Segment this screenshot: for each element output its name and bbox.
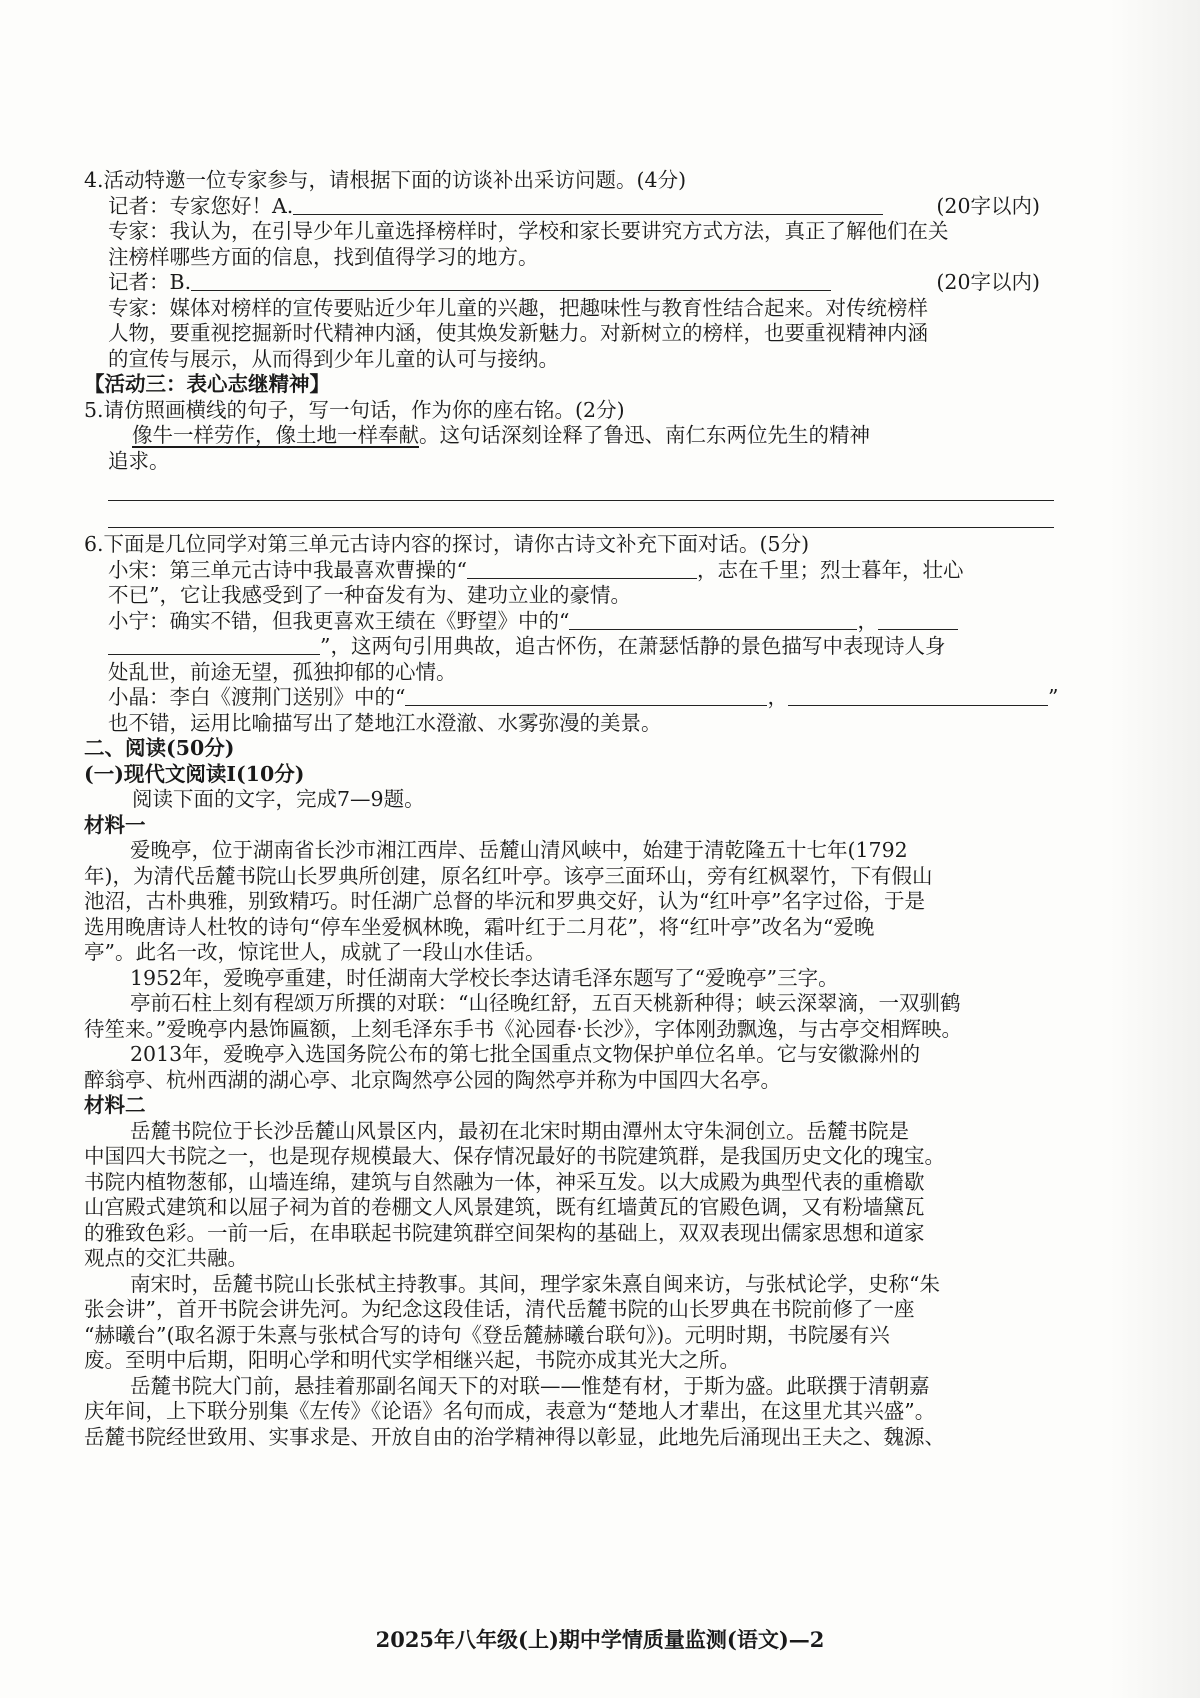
material1-p4-line: 醉翁亭、杭州西湖的湖心亭、北京陶然亭公园的陶然亭并称为中国四大名亭。 <box>84 1067 781 1092</box>
q6-ning-text-b: ”，这两句引用典故，追古怀伤，在萧瑟恬静的景色描写中表现诗人身 <box>320 634 946 658</box>
material1-p1-line: 爱晚亭，位于湖南省长沙市湘江西岸、岳麓山清风峡中，始建于清乾隆五十七年(1792 <box>130 838 908 862</box>
q4-b-prefix: 记者：B. <box>108 270 192 294</box>
material1-p1-line: 选用晚唐诗人杜牧的诗句“停车坐爱枫林晚，霜叶红于二月花”，将“红叶亭”改名为“爱晚 <box>84 914 875 939</box>
q5-underlined-sentence: 像牛一样劳作，像土地一样奉献 <box>132 423 419 447</box>
material2-p1-line: 山宫殿式建筑和以屈子祠为首的卷棚文人风景建筑，既有红墙黄瓦的官殿色调，又有粉墙黛瓦 <box>84 1195 925 1219</box>
q4-expert1-line2: 注榜样哪些方面的信息，找到值得学习的地方。 <box>108 244 539 269</box>
material2-p3-line: 岳麓书院大门前，悬挂着那副名闻天下的对联——惟楚有材，于斯为盛。此联撰于清朝嘉 <box>130 1373 930 1398</box>
material2-p1-line: 岳麓书院位于长沙岳麓山风景区内，最初在北宋时期由潭州太守朱洞创立。岳麓书院是 <box>130 1118 909 1143</box>
material1-p1-line: 年)，为清代岳麓书院山长罗典所创建，原名红叶亭。该亭三面环山，旁有红枫翠竹，下有假山 <box>84 863 933 888</box>
material2-p1-line: 中国四大书院之一，也是现存规模最大、保存情况最好的书院建筑群，是我国历史文化的瑰宝。 <box>84 1144 945 1168</box>
q5-line2: 追求。 <box>108 448 170 473</box>
material2-p1-line: 观点的交汇共融。 <box>84 1246 248 1270</box>
q6-jing-close-quote: ” <box>1047 685 1059 709</box>
q4-expert2-line1: 专家：媒体对榜样的宣传要贴近少年儿童的兴趣，把趣味性与教育性结合起来。对传统榜样 <box>108 295 928 320</box>
q4-expert2-line2: 人物，要重视挖掘新时代精神内涵，使其焕发新魅力。对新树立的榜样，也要重视精神内涵 <box>108 321 928 345</box>
material1-p2-line: 1952年，爱晚亭重建，时任湖南大学校长李达请毛泽东题写了“爱晚亭”三字。 <box>130 965 839 990</box>
q6-jing-blank-2[interactable] <box>788 687 1048 706</box>
q6-jing-blank-1[interactable] <box>405 687 767 706</box>
paper-edge-shadow <box>1110 0 1200 1698</box>
page-footer: 2025年八年级(上)期中学情质量监测(语文)—2 <box>375 1627 825 1652</box>
q4-a-limit: (20字以内) <box>936 193 1040 218</box>
section2-1-heading: (一)现代文阅读Ⅰ(10分) <box>84 761 305 786</box>
activity3-heading: 【活动三：表心志继精神】 <box>84 372 330 396</box>
q6-ning-text-a: 小宁：确实不错，但我更喜欢王绩在《野望》中的“ <box>108 608 570 633</box>
q4-a-answer-blank[interactable] <box>293 196 883 215</box>
q4-expert1-line1: 专家：我认为，在引导少年儿童选择榜样时，学校和家长要讲究方式方法，真正了解他们在关 <box>108 219 949 243</box>
q6-song-blank[interactable] <box>467 560 697 579</box>
material1-p1-line: 亭”。此名一改，惊诧世人，成就了一段山水佳话。 <box>84 940 546 964</box>
material1-label: 材料一 <box>84 812 146 837</box>
material2-p1-line: 书院内植物葱郁，山墙连绵，建筑与自然融为一体，神采互发。以大成殿为典型代表的重檐歇 <box>84 1169 925 1194</box>
exam-content <box>84 168 1059 1450</box>
section2-heading: 二、阅读(50分) <box>84 736 235 760</box>
q6-ning-line3: 处乱世，前途无望，孤独抑郁的心情。 <box>108 659 457 684</box>
q4-a-prefix: 记者：专家您好！A. <box>108 193 294 218</box>
q6-ning-blank-3[interactable] <box>108 636 320 655</box>
q6-title: 6.下面是几位同学对第三单元古诗内容的探讨，请你古诗文补充下面对话。(5分) <box>84 532 810 556</box>
q4-expert2-line3: 的宣传与展示，从而得到少年儿童的认可与接纳。 <box>108 346 559 371</box>
q6-jing-line1 <box>84 685 1059 711</box>
q5-title: 5.请仿照画横线的句子，写一句话，作为你的座右铭。(2分) <box>84 397 625 422</box>
q6-ning-line2 <box>84 634 1054 660</box>
material2-label: 材料二 <box>84 1093 146 1117</box>
q6-song-line2: 不已”，它让我感受到了一种奋发有为、建功立业的豪情。 <box>108 583 631 607</box>
material1-p4-line: 2013年，爱晚亭入选国务院公布的第七批全国重点文物保护单位名单。它与安徽滁州的 <box>130 1042 921 1066</box>
q6-song-text-b: ，志在千里；烈士暮年，壮心 <box>696 557 964 582</box>
q4-b-answer-blank[interactable] <box>191 272 831 291</box>
q6-song-text-a: 小宋：第三单元古诗中我最喜欢曹操的“ <box>108 557 467 582</box>
q6-jing-text-a: 小晶：李白《渡荆门送别》中的“ <box>108 685 406 709</box>
q6-ning-blank-2[interactable] <box>878 611 958 630</box>
q6-ning-line1 <box>84 609 1054 635</box>
q4-line-b <box>84 270 1054 296</box>
q6-ning-blank-1[interactable] <box>569 611 857 630</box>
material2-p1-line: 的雅致色彩。一前一后，在串联起书院建筑群空间架构的基础上，双双表现出儒家思想和道家 <box>84 1220 925 1245</box>
material1-p1-line: 池沼，古朴典雅，别致精巧。时任湖广总督的毕沅和罗典交好，认为“红叶亭”名字过俗，于是 <box>84 889 925 913</box>
material1-p3-line: 亭前石柱上刻有程颂万所撰的对联：“山径晚红舒，五百天桃新种得；峡云深翠滴，一双驯鹤 <box>130 991 961 1015</box>
material1-p3-line: 待笙来。”爱晚亭内悬饰匾额，上刻毛泽东手书《沁园春·长沙》，字体刚劲飘逸，与古亭交相辉映。 <box>84 1016 962 1041</box>
reading-instruction: 阅读下面的文字，完成7—9题。 <box>132 787 425 811</box>
q6-jing-comma: ， <box>767 685 788 709</box>
material2-p3-line: 岳麓书院经世致用、实事求是、开放自由的治学精神得以彰显，此地先后涌现出王夫之、魏源、 <box>84 1424 945 1449</box>
q4-b-limit: (20字以内) <box>936 270 1040 294</box>
material2-p2-line: 南宋时，岳麓书院山长张栻主持教事。其间，理学家朱熹自闽来访，与张栻论学，史称“朱 <box>130 1271 940 1296</box>
q4-title: 4.活动特邀一位专家参与，请根据下面的访谈补出采访问题。(4分) <box>84 168 687 192</box>
q5-rest-text: 。这句话深刻诠释了鲁迅、南仁东两位先生的精神 <box>419 423 870 447</box>
q6-jing-line2: 也不错，运用比喻描写出了楚地江水澄澈、水雾弥漫的美景。 <box>108 710 662 735</box>
material2-p3-line: 庆年间，上下联分别集《左传》《论语》名句而成，表意为“楚地人才辈出，在这里尤其兴盛”。 <box>84 1399 936 1423</box>
q4-line-a <box>84 194 1054 220</box>
material2-p2-line: 张会讲”，首开书院会讲先河。为纪念这段佳话，清代岳麓书院的山长罗典在书院前修了一座 <box>84 1297 915 1321</box>
material2-p2-line: “赫曦台”(取名源于朱熹与张栻合写的诗句《登岳麓赫曦台联句》)。元明时期，书院屡有兴 <box>84 1322 890 1347</box>
q6-ning-comma: ， <box>857 608 878 633</box>
material2-p2-line: 废。至明中后期，阳明心学和明代实学相继兴起，书院亦成其光大之所。 <box>84 1348 740 1372</box>
q5-answer-line-2[interactable] <box>108 501 1054 528</box>
q6-song-line1 <box>84 558 1054 584</box>
q5-line1 <box>84 423 1054 449</box>
q5-answer-line-1[interactable] <box>108 474 1054 501</box>
